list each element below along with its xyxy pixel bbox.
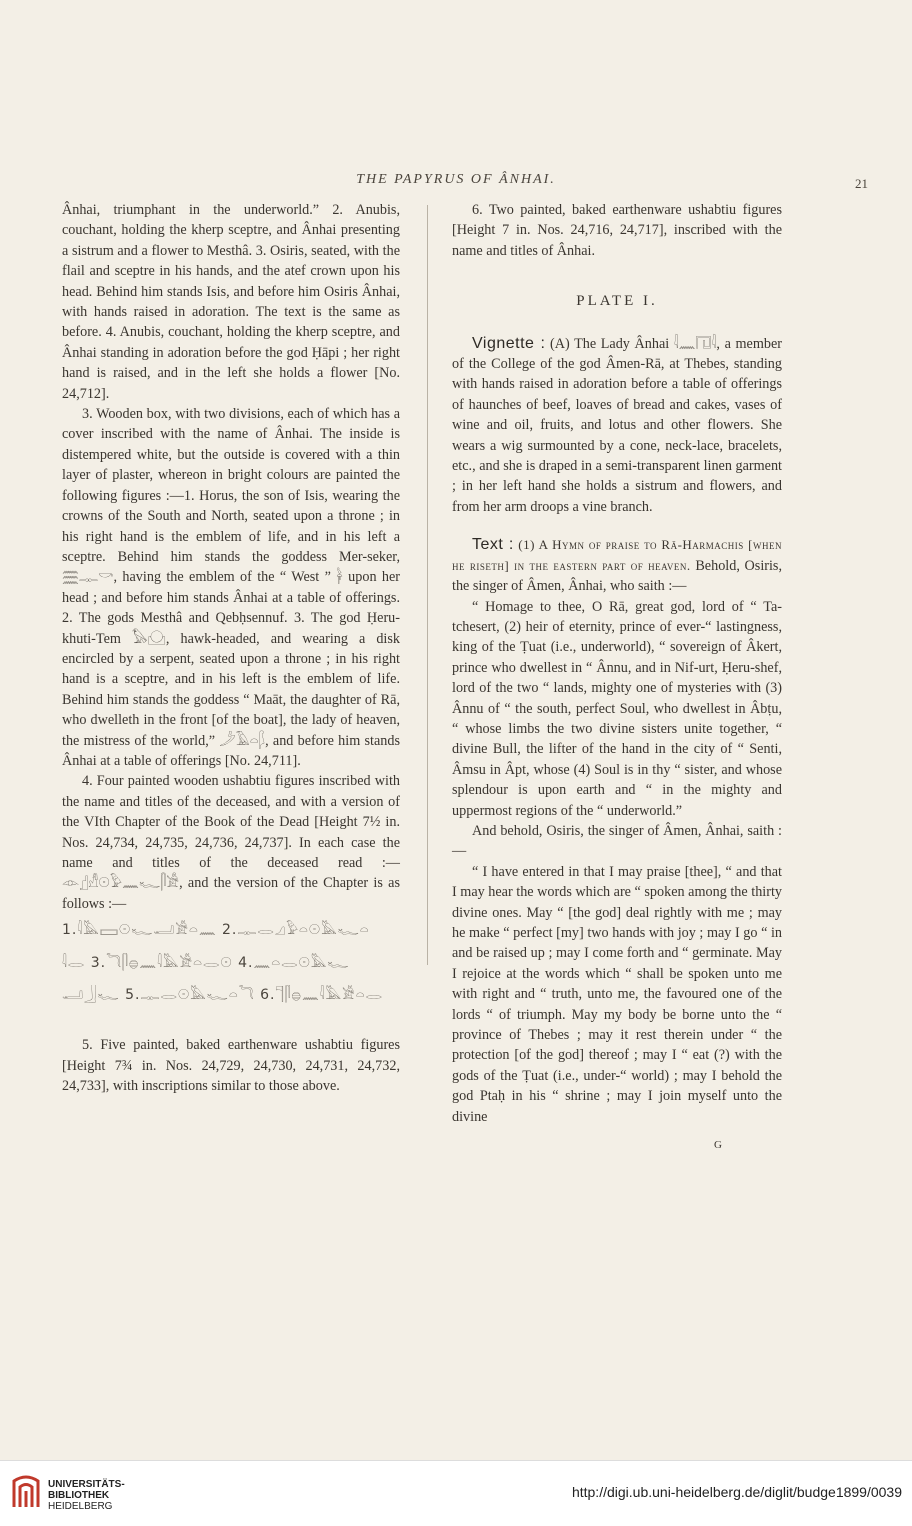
signature-mark: G	[714, 1139, 722, 1152]
hieroglyph-line-3: 𓂝𓃀𓆑 5.𓊃𓂋𓇳𓅓𓆑𓏏𓆓 6.𓊹𓋴𓐍𓈖𓇋𓅓𓀀𓏏𓂋	[62, 987, 384, 1004]
left-paragraph-4: 5. Five painted, baked earthenware ushabtiu figures [Height 7¾ in. Nos. 24,729, 24,730, 24,731, 24,732, 24,733], with inscriptions similar to those above.	[62, 1037, 400, 1095]
hymn-paragraph-1: “ Homage to thee, O Rā, great god, lord of “ Ta-tchesert, (2) heir of eternity, prince of ever-“ lastingness, king of the Ṭuat (i.e., underworld), “ sovereign of Âkert, prince who dwellest in “ Ânnu, and in Nif-urt, Ḥeru-shef, lord of the two “ lands, mighty one of mysteries with (3) Ânnu of “ the south, perfect Soul, who dwellest in Âbṭu, “ whose limbs the two divine sisters unite together, “ divine Bull, the lifter of the hand in the city of “ Senti, Âmsu in Âpt, whose (4) Soul is in thy “ sister, and whose splendour is upon earth and “ in the mighty and uppermost regions of the “ underworld.”	[452, 598, 782, 819]
right-column	[452, 200, 782, 1155]
running-head: THE PAPYRUS OF ÂNHAI.	[356, 172, 556, 187]
vignette-text: (A) The Lady Ânhai 𓇋𓈖𓉔𓇋, a member of the College of the god Âmen-Rā, at Thebes, standing with hands raised in adoration before a table of offerings of haunches of beef, loaves of bread and cakes, vases of wine and oil, fruits, and lotus and other flowers. She wears a wig surmounted by a cone, neck-lace, bracelets, etc., and she is draped in a semi-transparent linen garment ; in her left hand she holds a sistrum and flowers, and from her arm droops a vine branch.	[452, 335, 782, 515]
hieroglyph-line-2: 𓇋𓂋 3.𓆓𓋴𓐍𓈖𓇋𓅓𓀀𓏏𓂋𓇳 4.𓈖𓏏𓂋𓇳𓅓𓆑	[62, 954, 350, 971]
column-divider	[427, 205, 428, 965]
text-rest: Behold, Osiris, the singer of Âmen, Ânhai, who saith :—	[452, 557, 782, 595]
page-number: 21	[855, 176, 868, 191]
left-paragraph-1: Ânhai, triumphant in the underworld.” 2. Anubis, couchant, holding the kherp sceptre, and Ânhai presenting a sistrum and a flower to Mesthâ. 3. Osiris, seated, with the flail and sceptre in his hands, and the atef crown upon his head. Behind him stands Isis, and before him Osiris Ânhai, with hands raised in adoration. The text is the same as before. 4. Anubis, couchant, holding the kherp sceptre, and Ânhai standing in adoration before the god Ḥāpi ; her right hand is raised, and in the left she holds a flower [No. 24,712].	[62, 202, 400, 402]
behold-paragraph: And behold, Osiris, the singer of Âmen, Ânhai, saith :—	[452, 822, 782, 860]
vignette-label: Vignette :	[472, 334, 546, 352]
left-column	[62, 200, 400, 1097]
footer-bar	[0, 1460, 912, 1526]
left-paragraph-3: 4. Four painted wooden ushabtiu figures inscribed with the name and titles of the deceased, and with a version of the VIth Chapter of the Book of the Dead [Height 7½ in. Nos. 24,734, 24,735, 24,736, 24,737]. In each case the name and titles of the deceased read :— 𓁹𓊨𓀭𓇳𓅱𓈖𓆑𓋴𓀀, and the version of the Chapter is as follows :—	[62, 773, 400, 912]
university-logo-icon	[10, 1471, 42, 1511]
source-url-link[interactable]: http://digi.ub.uni-heidelberg.de/diglit/budge1899/0039	[571, 1484, 902, 1500]
plate-title: PLATE I.	[576, 293, 658, 310]
text-intro: (1) A Hymn of praise to Rā-Harmachis [when he riseth] in the eastern part of heaven.	[452, 537, 782, 573]
vignette-paragraph	[452, 334, 782, 518]
text-paragraph	[452, 535, 782, 596]
text-label: Text :	[472, 536, 514, 554]
university-logo-text	[48, 1479, 125, 1512]
logo-line-3: HEIDELBERG	[48, 1501, 113, 1512]
right-paragraph-1: 6. Two painted, baked earthenware ushabtiu figures [Height 7 in. Nos. 24,716, 24,717], inscribed with the name and titles of Ânhai.	[452, 202, 782, 259]
logo-line-2: BIBLIOTHEK	[48, 1490, 110, 1501]
logo-line-1: UNIVERSITÄTS-	[48, 1479, 125, 1490]
left-paragraph-2: 3. Wooden box, with two divisions, each of which has a cover inscribed with the name of Ânhai. The inside is distempered white, but the outside is covered with a thin layer of plaster, whereon in bright colours are painted the following figures :—1. Horus, the son of Isis, wearing the crowns of the South and North, seated upon a throne ; in his right hand is the emblem of life, and in his left a sceptre. Behind him stands the goddess Mer-seker, 𓈗𓊃𓎡, having the emblem of the “ West ” 𓋀 upon her head ; and before him stands Ânhai at a table of offerings. 2. The gods Mesthâ and Qebḥsennuf. 3. The god Ḥeru-khuti-Tem 𓅃𓈌, hawk-headed, and wearing a disk encircled by a serpent, seated upon a throne ; in his right hand is a sceptre, and in his left is the emblem of life. Behind him stands the goddess “ Maāt, the daughter of Rā, who dwelleth in the front [of the boat], the lady of heaven, the mistress of the world,” 𓌳𓄿𓏏𓆄, and before him stands Ânhai at a table of offerings [No. 24,711].	[62, 406, 400, 769]
hieroglyph-line-1: 1.𓇋𓅓𓈙𓇳𓆑𓂝𓀀𓏏𓈖 2.𓊃𓂋𓈎𓅱𓏏𓇳𓅓𓆑𓏏	[62, 922, 370, 939]
hymn-paragraph-2: “ I have entered in that I may praise [thee], “ and that I may hear the words which are “ spoken among the thirty divine ones. May “ [the god] deal rightly with me ; may he make “ perfect [my] two hands with joy ; may I go “ in and be raised up ; may I come forth and “ germinate. May I rejoice at the words which “ shall be spoken unto me with right and “ truth, unto me, the favoured one of the lords “ of triumph. May my body be borne unto the “ province of Thebes ; may it rest therein under “ the protection [of the god] thereof ; may I “ eat (?) with the gods of the Ṭuat (i.e., under-“ world) ; may I behold the god Ptaḥ in his “ shrine ; may I join myself unto the divine	[452, 863, 782, 1125]
